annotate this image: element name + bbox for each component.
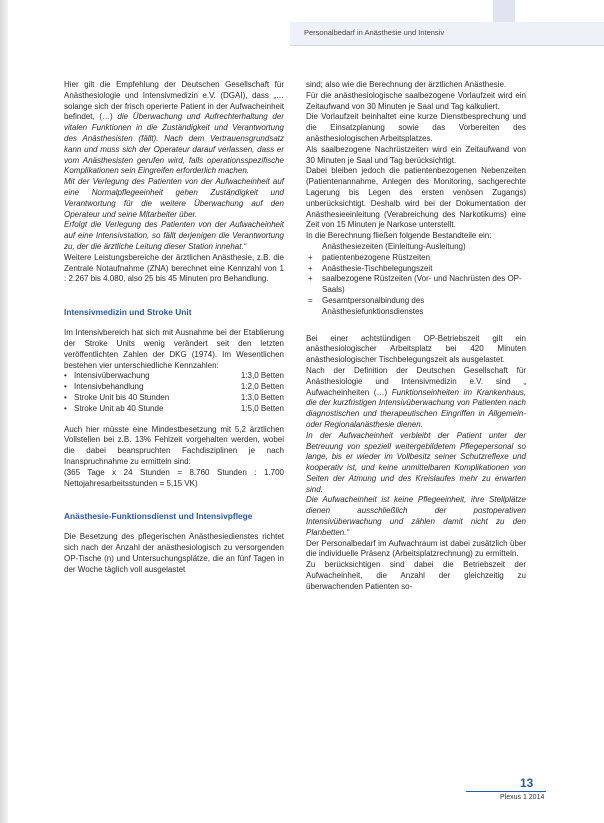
running-header-title: Personalbedarf in Anästhesie und Intensiv	[304, 28, 445, 37]
dash-list-intro: Anästhesiezeiten (Einleitung-Ausleitung)	[322, 241, 466, 251]
right-paragraph-11: Der Personalbedarf im Aufwachraum ist dabei zusätzlich über die individuelle Präsenz (Arbeitsplatzrechnung) zu ermitteln.	[306, 538, 526, 559]
left-paragraph-1: Hier gilt die Empfehlung der Deutschen Gesellschaft für Anästhesiologie und Intensivmedizin e.V. (DGAI), dass „… solange sich der frisch operierte Patient in der Aufwacheinheit befindet, (…) die Überwachung und Aufrechterhaltung der vitalen Funktionen in die Zuständigkeit und Verantwortung des Anästhesisten (fällt). Nach dem Vertrauensgrundsatz kann und muss sich der Operateur darauf verlassen, dass er vom Anästhesisten gerufen wird, falls operationsspezifische Komplikationen sein Eingreifen erforderlich machen.	[64, 80, 284, 176]
list-item: • Intensivüberwachung 1:3,0 Betten	[64, 371, 284, 381]
list-item: + Anästhesie-Tischbelegungszeit	[308, 263, 433, 273]
list-item: • Stroke Unit ab 40 Stunde 1:5,0 Betten	[64, 403, 284, 413]
list-item: • Intensivbehandlung 1:2,0 Betten	[64, 382, 284, 392]
components-list	[306, 253, 526, 318]
right-paragraph-3: Die Vorlaufzeit beinhaltet eine kurze Dienstbesprechung und die Einsatzplanung sowie das Vorbereiten des anästhesiologischen Arbeitsplatzes.	[306, 112, 526, 143]
page-number: 13	[520, 776, 534, 790]
left-column	[64, 80, 284, 575]
ratio-list	[64, 371, 284, 414]
right-column	[306, 80, 526, 593]
left-paragraph-2: Mit der Verlegung des Patienten von der Aufwacheinheit auf eine Normalpflegeeinheit gehen Zuständigkeit und Verantwortung für die weitere Überwachung auf den Operateur und seine Mitarbeiter über.	[64, 177, 284, 219]
right-paragraph-10: Die Aufwacheinheit ist keine Pflegeeinheit, ihre Stellplätze dienen ausschließlich der postoperativen Intensivüberwachung und zählen damit nicht zu den Planbetten.“	[306, 495, 526, 537]
left-paragraph-6: Auch hier müsste eine Mindestbesetzung mit 5,2 ärztlichen Vollstellen bei z.B. 13% Fehlzeit vorgehalten werden, wobei die dabei beanspruchten Fachdisziplinen je nach Inanspruchnahme zu ermitteln sind:	[64, 424, 284, 466]
right-paragraph-9: In der Aufwacheinheit verbleibt der Patient unter der Betreuung von speziell weitergebildetem Pflegepersonal so lange, bis er wieder im Vollbesitz seiner Schutzreflexe und kooperativ ist, und keine unmittelbaren Komplikationen von Seiten der Atmung und des Kreislaufes mehr zu erwarten sind.	[306, 430, 526, 494]
list-item: • Stroke Unit bis 40 Stunden 1:3,0 Betten	[64, 392, 284, 402]
right-paragraph-12: Zu berücksichtigen sind dabei die Betriebszeit der Aufwacheinheit, die Anzahl der gleichzeitig zu überwachenden Patienten so-	[306, 560, 526, 591]
list-item: + patientenbezogene Rüstzeiten	[308, 252, 431, 262]
heading-intensivmedizin: Intensivmedizin und Stroke Unit	[64, 307, 192, 318]
left-paragraph-8: Die Besetzung des pflegerischen Anästhesiedienstes richtet sich nach der Anzahl der anästhesiologisch zu versorgenden OP-Tische (n) und Untersuchungsplätze, die an fünf Tagen in der Woche täglich voll ausgelastet	[64, 532, 284, 574]
right-paragraph-7: Bei einer achtstündigen OP-Betriebszeit gilt ein anästhesiologischer Arbeitsplatz bei 420 Minuten anästhesiologischer Tischbelegungszeit als ausgelastet.	[306, 333, 526, 365]
corner-marker	[493, 0, 515, 22]
right-paragraph-4: Als saalbezogene Nachrüstzeiten wird ein Zeitaufwand von 30 Minuten je Saal und Tag berücksichtigt.	[306, 144, 526, 165]
heading-anaesthesie-funktionsdienst: Anästhesie-Funktionsdienst und Intensivpflege	[64, 511, 253, 522]
issue-label: Plexus 1 2014	[500, 794, 545, 801]
list-item: + saalbezogene Rüstzeiten (Vor- und Nachrüsten des OP-Saals)	[308, 274, 522, 295]
footer-rule	[466, 791, 546, 792]
page-edge	[0, 0, 8, 823]
right-paragraph-2: Für die anästhesiologische saalbezogene Vorlaufzeit wird ein Zeitaufwand von 30 Minuten je Saal und Tag kalkuliert.	[306, 90, 526, 111]
right-paragraph-8: Nach der Definition der Deutschen Gesellschaft für Anästhesiologie und Intensivmedizin e.V. sind „ Aufwacheinheiten (…) Funktionseinheiten im Krankenhaus, die der kurzfristigen Intensivüberwachung von Patienten nach diagnostischen und therapeutischen Eingriffen in Allgemein- oder Regionalanästhesie dienen.	[306, 365, 526, 429]
left-paragraph-3: Erfolgt die Verlegung des Patienten von der Aufwacheinheit auf eine Intensivstation, so fällt derjenigen die Verantwortung zu, der die ärztliche Leitung dieser Station innehat.“	[64, 220, 284, 251]
left-paragraph-4: Weitere Leistungsbereiche der ärztlichen Anästhesie, z.B. die Zentrale Notaufnahme (ZNA) berechnet eine Kennzahl von 1 : 2.267 bis 4.080, also 25 bis 45 Minuten pro Behandlung.	[64, 252, 284, 284]
left-paragraph-7: (365 Tage x 24 Stunden = 8.760 Stunden : 1.700 Nettojahresarbeitsstunden = 5,15 VK)	[64, 467, 284, 488]
left-paragraph-5: Im Intensivbereich hat sich mit Ausnahme bei der Etablierung der Stroke Units wenig verändert seit den letzten veröffentlichten Zahlen der DKG (1974). Im Wesentlichen bestehen vier unterschiedliche Kennzahlen:	[64, 328, 284, 370]
list-item: = Gesamtpersonalbindung des Anästhesiefunktionsdienstes	[308, 295, 425, 316]
right-paragraph-1: sind; also wie die Berechnung der ärztlichen Anästhesie.	[306, 80, 507, 89]
right-paragraph-5: Dabei bleiben jedoch die patientenbezogenen Nebenzeiten (Patientenannahme, Anlegen des Monitoring, sachgerechte Lagerung bis Legen des ersten venösen Zugangs) unberücksichtigt. Deshalb wird bei der Dokumentation der Anästhesieeinleitung (Verabreichung des Narkotikums) eine Zeit von 15 Minuten je Narkose unterstellt.	[306, 166, 526, 230]
right-paragraph-6: In die Berechnung fließen folgende Bestandteile ein:	[306, 231, 492, 241]
